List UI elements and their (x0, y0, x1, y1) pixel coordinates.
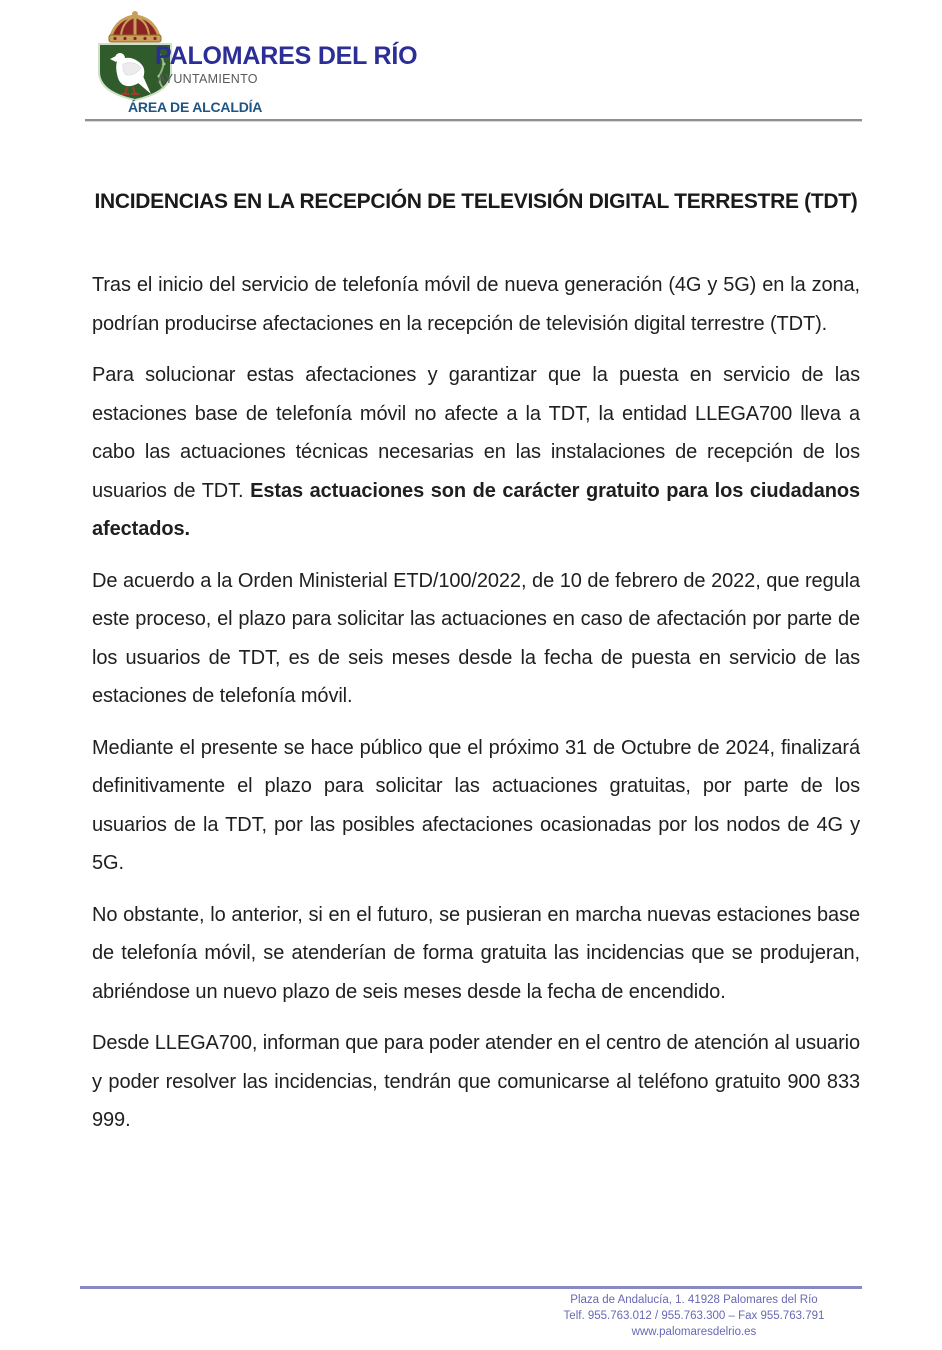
paragraph (92, 1024, 860, 1140)
paragraph-text: Mediante el presente se hace público que el próximo 31 de Octubre de 2024, finalizará definitivamente el plazo para solicitar las actuaciones gratuitas, por parte de los usuarios de la TDT, por las posibles afectaciones ocasionadas por los nodos de 4G y 5G. (92, 736, 860, 874)
footer-divider (80, 1286, 862, 1289)
header-divider (85, 119, 862, 122)
paragraph-text: Tras el inicio del servicio de telefonía móvil de nueva generación (4G y 5G) en la zona, podrían producirse afectaciones en la recepción de televisión digital terrestre (TDT). (92, 274, 860, 335)
crown-icon (109, 11, 161, 42)
footer-contact (524, 1292, 864, 1340)
paragraph-text: De acuerdo a la Orden Ministerial ETD/100/2022, de 10 de febrero de 2022, que regula este proceso, el plazo para solicitar las actuaciones en caso de afectación por parte de los usuarios de TDT, es de seis meses desde la fecha de puesta en servicio de las estaciones de telefonía móvil. (92, 569, 860, 707)
organization-label: AYUNTAMIENTO (157, 72, 258, 86)
footer-phones: Telf. 955.763.012 / 955.763.300 – Fax 955.763.791 (563, 1310, 825, 1322)
footer-website: www.palomaresdelrio.es (631, 1326, 757, 1338)
document-title: INCIDENCIAS EN LA RECEPCIÓN DE TELEVISIÓN DIGITAL TERRESTRE (TDT) (94, 190, 858, 213)
paragraph (92, 896, 860, 1012)
paragraph (92, 562, 860, 716)
paragraph-text: Para solucionar estas afectaciones y garantizar que la puesta en servicio de las estaciones base de telefonía móvil no afecte a la TDT, la entidad LLEGA700 lleva a cabo las actuaciones técnicas necesarias en las instalaciones de recepción de los usuarios de TDT. (92, 364, 860, 502)
paragraph-text: Desde LLEGA700, informan que para poder atender en el centro de atención al usuario y poder resolver las incidencias, tendrán que comunicarse al teléfono gratuito 900 833 999. (92, 1032, 860, 1131)
paragraph-text: No obstante, lo anterior, si en el futuro, se pusieran en marcha nuevas estaciones base de telefonía móvil, se atenderían de forma gratuita las incidencias que se produjeran, abriéndose un nuevo plazo de seis meses desde la fecha de encendido. (92, 903, 860, 1003)
department-label: ÁREA DE ALCALDÍA (128, 99, 263, 115)
document-body (92, 266, 860, 1153)
footer-address: Plaza de Andalucía, 1. 41928 Palomares del Río (570, 1294, 818, 1306)
paragraph (92, 356, 860, 549)
paragraph (92, 266, 860, 343)
paragraph (92, 729, 860, 883)
paragraph-text-bold: Estas actuaciones son de carácter gratuito para los ciudadanos afectados. (92, 479, 860, 540)
municipality-name: PALOMARES DEL RÍO (155, 42, 418, 70)
